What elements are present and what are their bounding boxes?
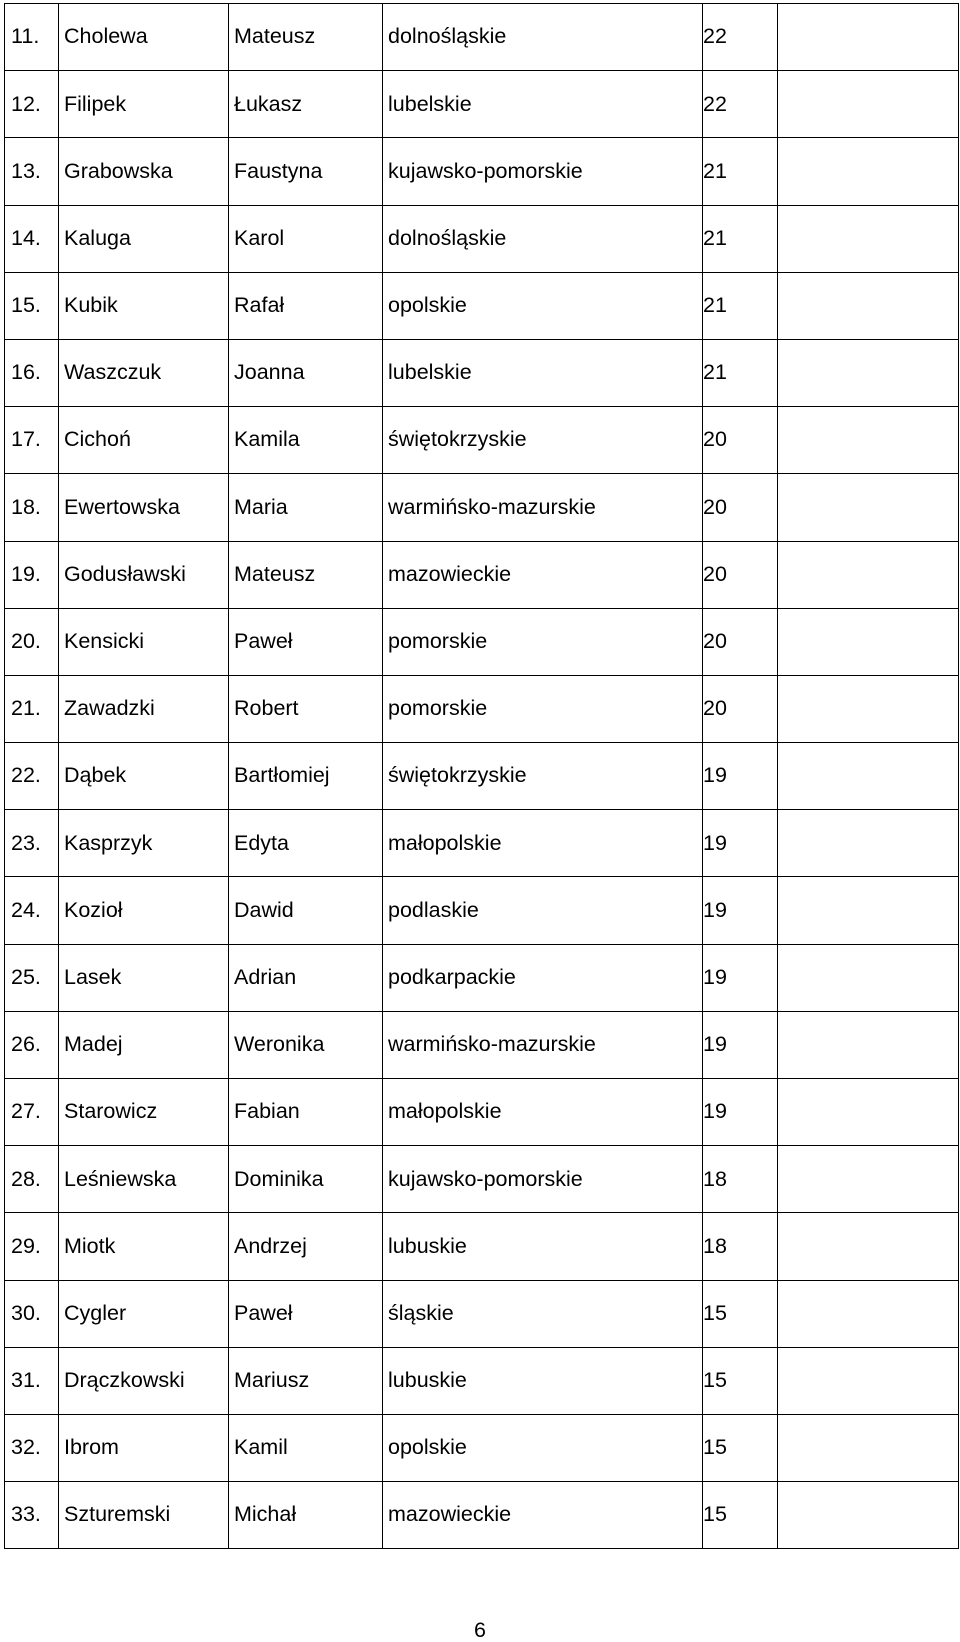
empty-cell <box>778 474 959 541</box>
first-name-cell: Mariusz <box>229 1347 383 1414</box>
row-number-cell: 16. <box>5 339 59 406</box>
row-number-cell: 32. <box>5 1414 59 1481</box>
row-number-cell: 26. <box>5 1011 59 1078</box>
score-cell: 22 <box>703 71 778 138</box>
empty-cell <box>778 1414 959 1481</box>
region-cell: lubelskie <box>383 339 703 406</box>
empty-cell <box>778 205 959 272</box>
surname-cell: Leśniewska <box>59 1146 229 1213</box>
region-cell: dolnośląskie <box>383 205 703 272</box>
region-cell: podkarpackie <box>383 944 703 1011</box>
row-number-cell: 13. <box>5 138 59 205</box>
region-cell: lubuskie <box>383 1213 703 1280</box>
empty-cell <box>778 944 959 1011</box>
score-cell: 20 <box>703 675 778 742</box>
empty-cell <box>778 877 959 944</box>
region-cell: lubelskie <box>383 71 703 138</box>
empty-cell <box>778 407 959 474</box>
score-cell: 18 <box>703 1146 778 1213</box>
score-cell: 19 <box>703 1079 778 1146</box>
table-row <box>5 1146 959 1213</box>
table-row <box>5 339 959 406</box>
first-name-cell: Dawid <box>229 877 383 944</box>
first-name-cell: Michał <box>229 1482 383 1549</box>
score-cell: 21 <box>703 272 778 339</box>
empty-cell <box>778 1347 959 1414</box>
row-number-cell: 31. <box>5 1347 59 1414</box>
region-cell: śląskie <box>383 1280 703 1347</box>
row-number-cell: 27. <box>5 1079 59 1146</box>
table-row <box>5 810 959 877</box>
empty-cell <box>778 1280 959 1347</box>
score-cell: 20 <box>703 474 778 541</box>
empty-cell <box>778 541 959 608</box>
first-name-cell: Karol <box>229 205 383 272</box>
empty-cell <box>778 272 959 339</box>
surname-cell: Drączkowski <box>59 1347 229 1414</box>
row-number-cell: 14. <box>5 205 59 272</box>
empty-cell <box>778 1011 959 1078</box>
first-name-cell: Bartłomiej <box>229 743 383 810</box>
first-name-cell: Rafał <box>229 272 383 339</box>
empty-cell <box>778 675 959 742</box>
surname-cell: Madej <box>59 1011 229 1078</box>
region-cell: lubuskie <box>383 1347 703 1414</box>
table-row <box>5 474 959 541</box>
surname-cell: Dąbek <box>59 743 229 810</box>
first-name-cell: Adrian <box>229 944 383 1011</box>
first-name-cell: Faustyna <box>229 138 383 205</box>
first-name-cell: Weronika <box>229 1011 383 1078</box>
surname-cell: Starowicz <box>59 1079 229 1146</box>
table-row <box>5 4 959 71</box>
results-table-body <box>5 4 959 1549</box>
table-row <box>5 1280 959 1347</box>
row-number-cell: 18. <box>5 474 59 541</box>
first-name-cell: Edyta <box>229 810 383 877</box>
region-cell: kujawsko-pomorskie <box>383 138 703 205</box>
row-number-cell: 33. <box>5 1482 59 1549</box>
row-number-cell: 21. <box>5 675 59 742</box>
first-name-cell: Robert <box>229 675 383 742</box>
row-number-cell: 22. <box>5 743 59 810</box>
surname-cell: Filipek <box>59 71 229 138</box>
score-cell: 15 <box>703 1414 778 1481</box>
first-name-cell: Dominika <box>229 1146 383 1213</box>
first-name-cell: Łukasz <box>229 71 383 138</box>
score-cell: 15 <box>703 1482 778 1549</box>
empty-cell <box>778 71 959 138</box>
row-number-cell: 12. <box>5 71 59 138</box>
table-row <box>5 1011 959 1078</box>
score-cell: 19 <box>703 877 778 944</box>
empty-cell <box>778 743 959 810</box>
first-name-cell: Joanna <box>229 339 383 406</box>
table-row <box>5 1482 959 1549</box>
region-cell: warmińsko-mazurskie <box>383 1011 703 1078</box>
first-name-cell: Kamila <box>229 407 383 474</box>
surname-cell: Ewertowska <box>59 474 229 541</box>
region-cell: małopolskie <box>383 1079 703 1146</box>
surname-cell: Cygler <box>59 1280 229 1347</box>
table-row <box>5 675 959 742</box>
surname-cell: Lasek <box>59 944 229 1011</box>
score-cell: 20 <box>703 407 778 474</box>
table-row <box>5 407 959 474</box>
table-row <box>5 272 959 339</box>
surname-cell: Zawadzki <box>59 675 229 742</box>
first-name-cell: Paweł <box>229 608 383 675</box>
region-cell: podlaskie <box>383 877 703 944</box>
row-number-cell: 20. <box>5 608 59 675</box>
surname-cell: Szturemski <box>59 1482 229 1549</box>
table-row <box>5 541 959 608</box>
first-name-cell: Kamil <box>229 1414 383 1481</box>
score-cell: 20 <box>703 541 778 608</box>
surname-cell: Waszczuk <box>59 339 229 406</box>
table-row <box>5 205 959 272</box>
empty-cell <box>778 138 959 205</box>
table-row <box>5 1414 959 1481</box>
row-number-cell: 29. <box>5 1213 59 1280</box>
score-cell: 22 <box>703 4 778 71</box>
surname-cell: Kasprzyk <box>59 810 229 877</box>
region-cell: mazowieckie <box>383 1482 703 1549</box>
score-cell: 19 <box>703 944 778 1011</box>
table-row <box>5 1347 959 1414</box>
region-cell: świętokrzyskie <box>383 743 703 810</box>
surname-cell: Godusławski <box>59 541 229 608</box>
empty-cell <box>778 1213 959 1280</box>
row-number-cell: 15. <box>5 272 59 339</box>
first-name-cell: Mateusz <box>229 541 383 608</box>
region-cell: dolnośląskie <box>383 4 703 71</box>
surname-cell: Cichoń <box>59 407 229 474</box>
table-row <box>5 877 959 944</box>
row-number-cell: 30. <box>5 1280 59 1347</box>
surname-cell: Kensicki <box>59 608 229 675</box>
region-cell: opolskie <box>383 272 703 339</box>
region-cell: opolskie <box>383 1414 703 1481</box>
region-cell: pomorskie <box>383 608 703 675</box>
score-cell: 21 <box>703 339 778 406</box>
region-cell: mazowieckie <box>383 541 703 608</box>
empty-cell <box>778 1146 959 1213</box>
score-cell: 15 <box>703 1280 778 1347</box>
table-row <box>5 71 959 138</box>
surname-cell: Miotk <box>59 1213 229 1280</box>
empty-cell <box>778 810 959 877</box>
region-cell: pomorskie <box>383 675 703 742</box>
row-number-cell: 25. <box>5 944 59 1011</box>
row-number-cell: 11. <box>5 4 59 71</box>
surname-cell: Kozioł <box>59 877 229 944</box>
row-number-cell: 19. <box>5 541 59 608</box>
surname-cell: Grabowska <box>59 138 229 205</box>
score-cell: 19 <box>703 1011 778 1078</box>
first-name-cell: Maria <box>229 474 383 541</box>
region-cell: małopolskie <box>383 810 703 877</box>
table-row <box>5 138 959 205</box>
row-number-cell: 28. <box>5 1146 59 1213</box>
empty-cell <box>778 608 959 675</box>
row-number-cell: 17. <box>5 407 59 474</box>
first-name-cell: Mateusz <box>229 4 383 71</box>
empty-cell <box>778 4 959 71</box>
table-row <box>5 1079 959 1146</box>
row-number-cell: 24. <box>5 877 59 944</box>
surname-cell: Kaluga <box>59 205 229 272</box>
table-row <box>5 608 959 675</box>
first-name-cell: Paweł <box>229 1280 383 1347</box>
table-row <box>5 1213 959 1280</box>
table-row <box>5 743 959 810</box>
score-cell: 18 <box>703 1213 778 1280</box>
surname-cell: Ibrom <box>59 1414 229 1481</box>
region-cell: kujawsko-pomorskie <box>383 1146 703 1213</box>
table-row <box>5 944 959 1011</box>
score-cell: 20 <box>703 608 778 675</box>
score-cell: 19 <box>703 810 778 877</box>
row-number-cell: 23. <box>5 810 59 877</box>
first-name-cell: Fabian <box>229 1079 383 1146</box>
empty-cell <box>778 1079 959 1146</box>
results-table <box>4 3 959 1549</box>
surname-cell: Cholewa <box>59 4 229 71</box>
score-cell: 21 <box>703 138 778 205</box>
score-cell: 15 <box>703 1347 778 1414</box>
empty-cell <box>778 1482 959 1549</box>
score-cell: 21 <box>703 205 778 272</box>
empty-cell <box>778 339 959 406</box>
score-cell: 19 <box>703 743 778 810</box>
first-name-cell: Andrzej <box>229 1213 383 1280</box>
surname-cell: Kubik <box>59 272 229 339</box>
region-cell: warmińsko-mazurskie <box>383 474 703 541</box>
region-cell: świętokrzyskie <box>383 407 703 474</box>
page-number: 6 <box>474 1618 486 1642</box>
